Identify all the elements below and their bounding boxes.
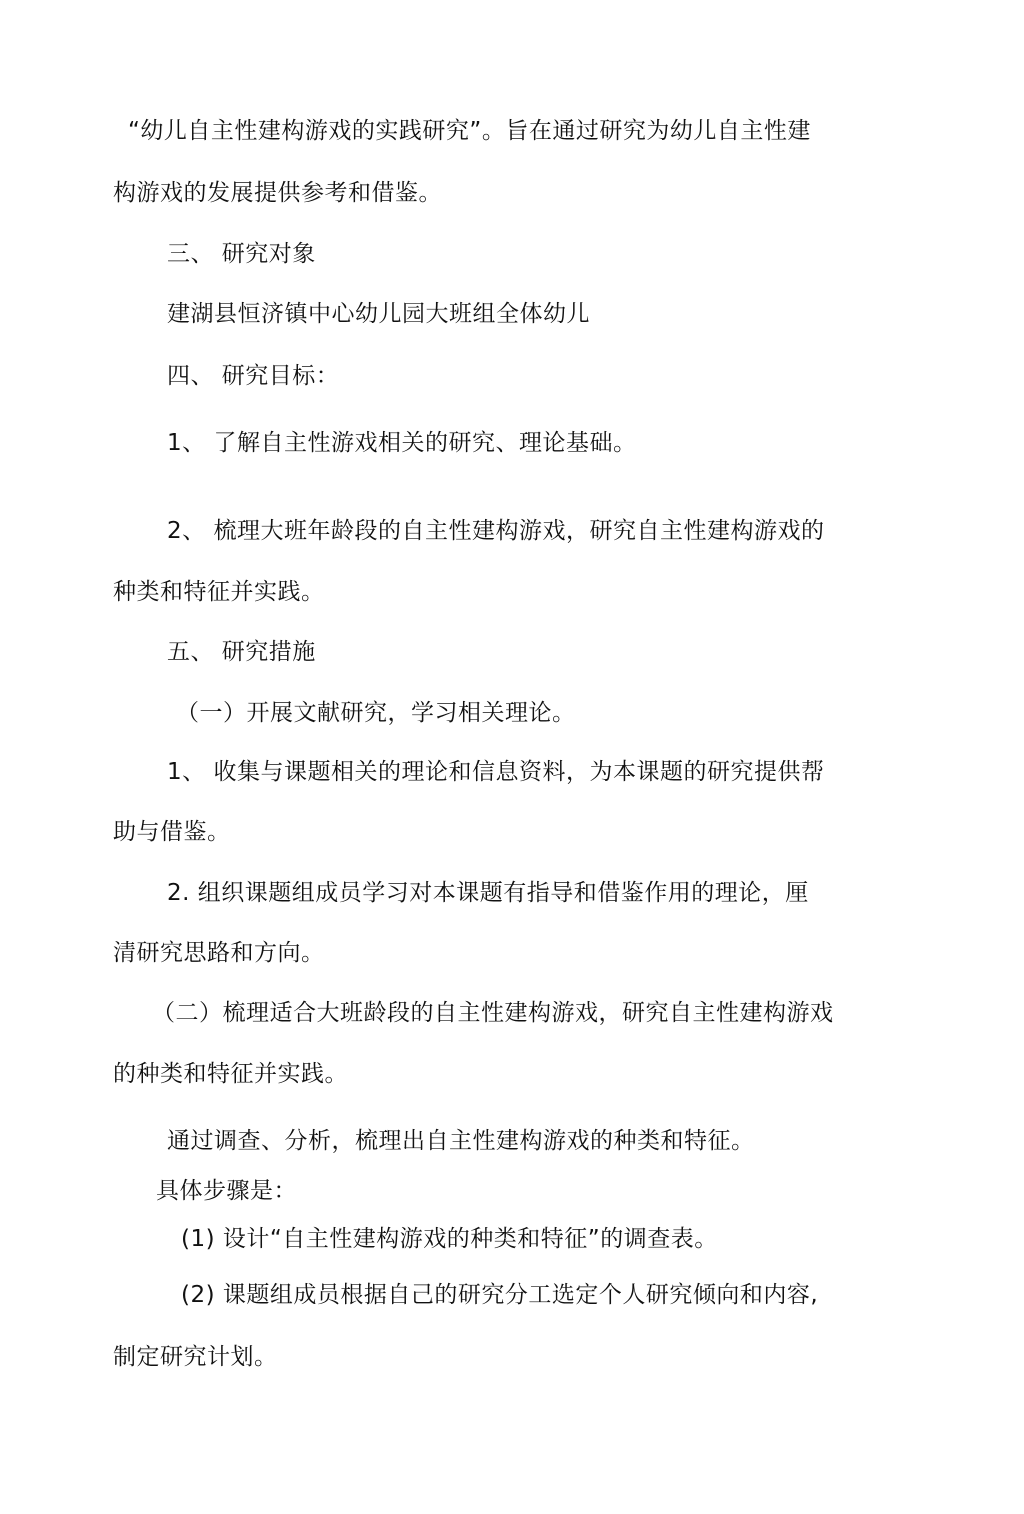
paragraph-line: 通过调查、分析，梳理出自主性建构游戏的种类和特征。 [167, 1128, 755, 1154]
section-heading: 五、 研究措施 [167, 639, 316, 665]
list-item: 1、 收集与课题相关的理论和信息资料，为本课题的研究提供帮 [167, 759, 825, 785]
list-item: 2、 梳理大班年龄段的自主性建构游戏，研究自主性建构游戏的 [167, 518, 825, 544]
paragraph-line: 建湖县恒济镇中心幼儿园大班组全体幼儿 [167, 301, 590, 327]
list-item: (1) 设计“自主性建构游戏的种类和特征”的调查表。 [181, 1226, 718, 1252]
paragraph-line: “幼儿自主性建构游戏的实践研究”。旨在通过研究为幼儿自主性建 [128, 118, 811, 144]
list-item: 1、 了解自主性游戏相关的研究、理论基础。 [167, 430, 637, 456]
paragraph-line: 具体步骤是： [156, 1178, 297, 1204]
paragraph-line: 种类和特征并实践。 [113, 579, 325, 605]
paragraph-line: 清研究思路和方向。 [113, 940, 325, 966]
list-item: 2. 组织课题组成员学习对本课题有指导和借鉴作用的理论，厘 [167, 880, 809, 906]
section-heading: 四、 研究目标： [167, 363, 340, 389]
subsection-heading: （二）梳理适合大班龄段的自主性建构游戏，研究自主性建构游戏 [152, 1000, 834, 1026]
paragraph-line: 的种类和特征并实践。 [113, 1061, 348, 1087]
paragraph-line: 制定研究计划。 [113, 1344, 278, 1370]
section-heading: 三、 研究对象 [167, 241, 316, 267]
list-item: (2) 课题组成员根据自己的研究分工选定个人研究倾向和内容, [181, 1282, 819, 1308]
paragraph-line: 助与借鉴。 [113, 819, 231, 845]
subsection-heading: （一）开展文献研究，学习相关理论。 [176, 700, 576, 726]
paragraph-line: 构游戏的发展提供参考和借鉴。 [113, 180, 442, 206]
